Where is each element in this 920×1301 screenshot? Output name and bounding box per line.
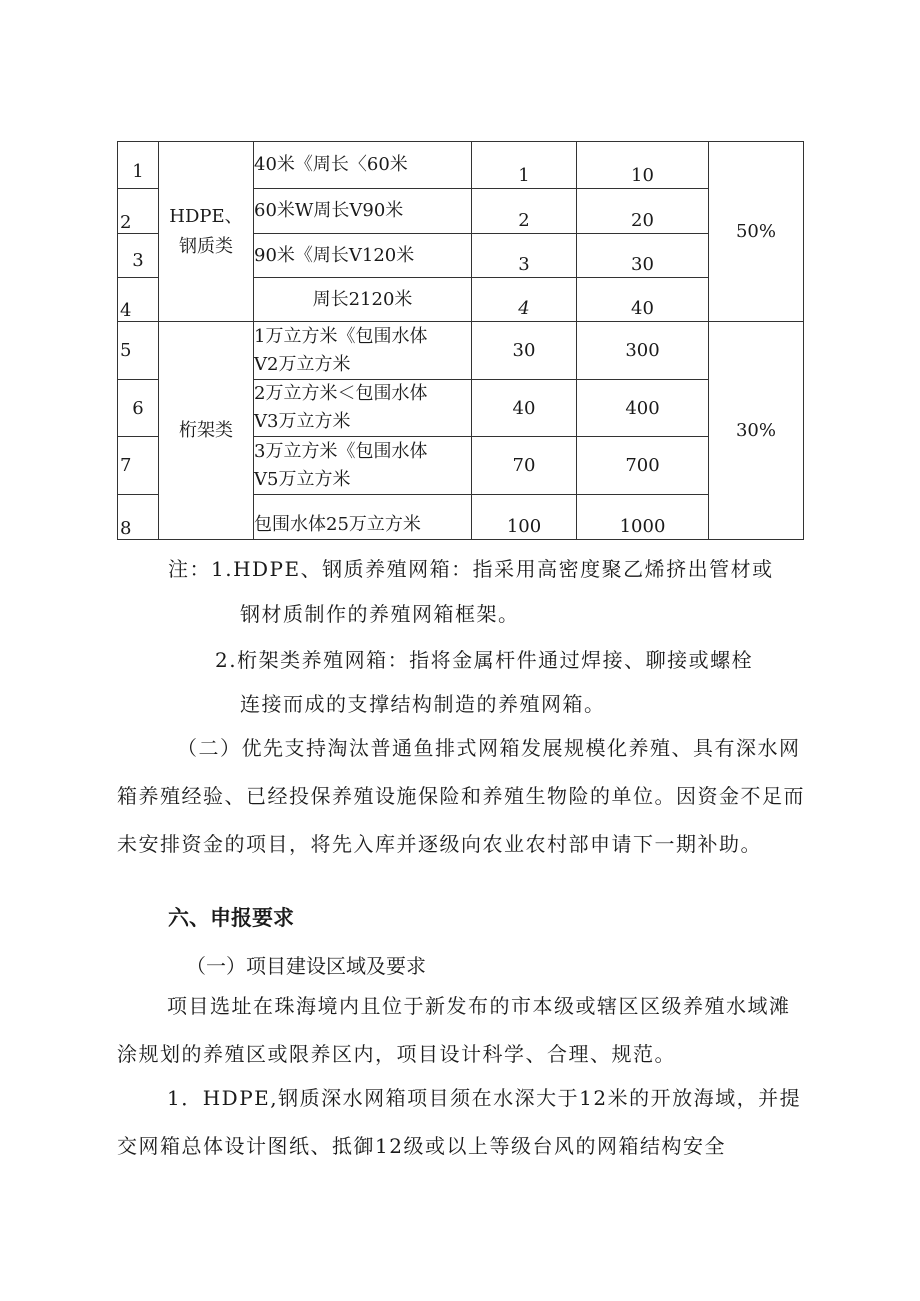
row-index: 5 — [118, 322, 159, 380]
hdpe-requirement-paragraph: 1．HDPE,钢质深水网箱项目须在水深大于12米的开放海域，并提交网箱总体设计图纸、抵御12级或以上等级台风的网箱结构安全 — [117, 1086, 802, 1158]
value-cell: 400 — [577, 380, 709, 437]
row-index: 8 — [118, 495, 159, 540]
site-paragraph: 项目选址在珠海境内且位于新发布的市本级或辖区区级养殖水域滩涂规划的养殖区或限养区内，项目设计科学、合理、规范。 — [117, 994, 791, 1066]
value-cell: 4 — [472, 278, 577, 322]
value-cell: 20 — [577, 189, 709, 234]
subsection-title: （一）项目建设区域及要求 — [186, 954, 426, 978]
note-2-line-1: 2.桁架类养殖网箱：指将金属杆件通过焊接、聊接或螺栓 — [215, 648, 754, 672]
spec-cell: 2万立方米＜包围水体 V3万立方米 — [254, 380, 472, 437]
value-cell: 40 — [577, 278, 709, 322]
value-cell: 1 — [472, 142, 577, 189]
row-index: 7 — [118, 437, 159, 495]
spec-cell: 包围水体25万立方米 — [254, 495, 472, 540]
row-index: 6 — [118, 380, 159, 437]
priority-paragraph: （二）优先支持淘汰普通鱼排式网箱发展规模化养殖、具有深水网箱养殖经验、已经投保养殖设施保险和养殖生物险的单位。因资金不足而未安排资金的项目，将先入库并逐级向农业农村部申请下一期补助。 — [117, 736, 805, 856]
value-cell: 700 — [577, 437, 709, 495]
spec-cell: 40米《周长〈60米 — [254, 142, 472, 189]
note-2-line-2: 连接而成的支撑结构制造的养殖网箱。 — [240, 692, 606, 716]
value-cell: 30 — [472, 322, 577, 380]
spec-cell: 3万立方米《包围水体 V5万立方米 — [254, 437, 472, 495]
value-cell: 10 — [577, 142, 709, 189]
row-index: 1 — [118, 142, 159, 189]
value-cell: 2 — [472, 189, 577, 234]
value-cell: 300 — [577, 322, 709, 380]
spec-cell: 1万立方米《包围水体 V2万立方米 — [254, 322, 472, 380]
row-index: 3 — [118, 234, 159, 278]
category-hdpe: HDPE、 钢质类 — [159, 142, 254, 322]
note-1-line-2: 钢材质制作的养殖网箱框架。 — [240, 602, 520, 626]
row-index: 4 — [118, 278, 159, 322]
subsidy-table — [117, 141, 804, 540]
section-heading: 六、申报要求 — [168, 906, 294, 930]
value-cell: 3 — [472, 234, 577, 278]
value-cell: 100 — [472, 495, 577, 540]
category-truss: 桁架类 — [159, 322, 254, 540]
value-cell: 40 — [472, 380, 577, 437]
value-cell: 1000 — [577, 495, 709, 540]
rate-truss: 30% — [709, 322, 804, 540]
spec-cell: 周长2120米 — [254, 278, 472, 322]
row-index: 2 — [118, 189, 159, 234]
value-cell: 30 — [577, 234, 709, 278]
spec-cell: 60米W周长V90米 — [254, 189, 472, 234]
spec-cell: 90米《周长V120米 — [254, 234, 472, 278]
rate-hdpe: 50% — [709, 142, 804, 322]
table-row — [118, 322, 804, 380]
table-row — [118, 142, 804, 189]
note-1-line-1: 注：1.HDPE、钢质养殖网箱：指采用高密度聚乙烯挤出管材或 — [168, 557, 774, 581]
value-cell: 70 — [472, 437, 577, 495]
